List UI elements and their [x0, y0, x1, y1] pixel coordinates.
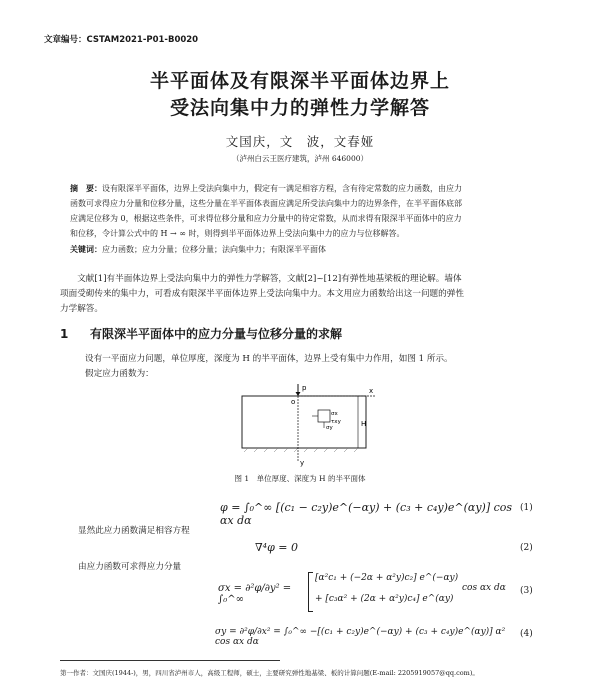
equation-2-number: (2): [520, 543, 533, 553]
intro-line-3: 力学解答。: [60, 304, 103, 314]
affiliation: （泸州白云王医疗建筑，泸州 646000）: [231, 154, 368, 163]
abstract-text-1: 设有限深半平面体，边界上受法向集中力，假定有一满足相容方程，含有待定常数的应力函数，由应力: [102, 184, 462, 193]
keywords-label: 关键词：: [70, 245, 102, 254]
eq2-text: 显然此应力函数满足相容方程: [78, 526, 190, 536]
article-number: 文章编号：CSTAM2021-P01-B0020: [44, 35, 199, 45]
section-heading: [60, 325, 342, 342]
equation-3-number: (3): [520, 586, 533, 596]
label-tau-xy: τxy: [331, 419, 341, 425]
equation-3-bottom: + [c₃α² + (2α + α²y)c₄] e^(αy): [315, 594, 454, 604]
half-plane-body: [242, 396, 366, 448]
label-x: x: [369, 387, 374, 395]
equation-3-brace: [308, 572, 313, 612]
section-number: 1: [60, 327, 69, 341]
intro-line-1: 文献[1]有半面体边界上受法向集中力的弹性力学解答，文献[2]~[12]有弹性地基梁板的理论解。墙体: [77, 274, 462, 284]
label-H: H: [361, 420, 367, 428]
abstract-line-4: 和位移，令计算公式中的 H → ∞ 时，则得到半平面体边界上受法向集中力的应力与位移解答。: [70, 229, 405, 238]
eq3-text: 由应力函数可求得应力分量: [78, 562, 182, 572]
figure-1: [230, 382, 380, 467]
title-line-1: 半平面体及有限深半平面体边界上: [149, 70, 450, 92]
intro-line-2: 项面受砌传来的集中力，可看成有限深半平面体边界上受法向集中力。本文用应力函数给出这一问题的弹性: [60, 289, 464, 299]
equation-2: ∇⁴φ = 0: [255, 541, 299, 554]
equation-1-number: (1): [520, 503, 533, 513]
equation-3-tail: cos αx dα: [462, 583, 506, 593]
label-sigma-x: σx: [331, 411, 338, 417]
label-o: o: [291, 398, 296, 406]
figure-caption: 图 1 单位厚度、深度为 H 的半平面体: [234, 474, 366, 483]
abstract-line-1: [70, 181, 540, 196]
authors: 文国庆，文 波，文春娅: [225, 134, 375, 149]
footnote-rule: [60, 660, 280, 661]
para1-line-2: 假定应力函数为：: [85, 369, 154, 379]
keywords-text: 应力函数；应力分量；位移分量；法向集中力；有限深半平面体: [102, 245, 326, 254]
abstract-line-3: 应满足位移为 0，根据这些条件，可求得位移分量和应力分量中的待定常数，从而求得有限深半平面体中的应力: [70, 214, 462, 223]
equation-4-number: (4): [520, 629, 533, 639]
base-hatching: [244, 448, 358, 452]
section-title: 有限深半平面体中的应力分量与位移分量的求解: [90, 327, 343, 341]
equation-3-lhs: σx = ∂²φ/∂y² = ∫₀^∞: [218, 583, 292, 605]
load-arrowhead: [296, 392, 301, 396]
abstract-label: 摘 要：: [70, 184, 102, 193]
equation-1: φ = ∫₀^∞ [(c₁ − c₂y)e^(−αy) + (c₃ + c₄y)e^(αy)] cos αx dα: [220, 501, 513, 527]
label-p: p: [302, 384, 307, 392]
equation-4: σy = ∂²φ/∂x² = ∫₀^∞ −[(c₁ + c₂y)e^(−αy) + (c₃ + c₄y)e^(αy)] α² cos αx dα: [215, 627, 506, 647]
footnote: 第一作者：文国庆(1944-)，男，四川省泸州市人，高级工程师，硕士，主要研究弹性地基梁、板的计算问题(E-mail: 2205919057@qq.com)。: [60, 669, 479, 677]
label-sigma-y: σy: [326, 425, 333, 431]
title-line-2: 受法向集中力的弹性力学解答: [169, 97, 430, 119]
equation-3-top: [α²c₁ + (−2α + α²y)c₂] e^(−αy): [315, 573, 459, 583]
para1-line-1: 设有一平面应力问题，单位厚度，深度为 H 的半平面体，边界上受有集中力作用，如图 1 所示。: [85, 354, 453, 364]
keywords: [70, 242, 540, 257]
label-y: y: [300, 459, 305, 467]
abstract-line-2: 函数可求得应力分量和位移分量，这些分量在半平面体表面应满足所受法向集中力的边界条件，在半平面体底部: [70, 199, 462, 208]
